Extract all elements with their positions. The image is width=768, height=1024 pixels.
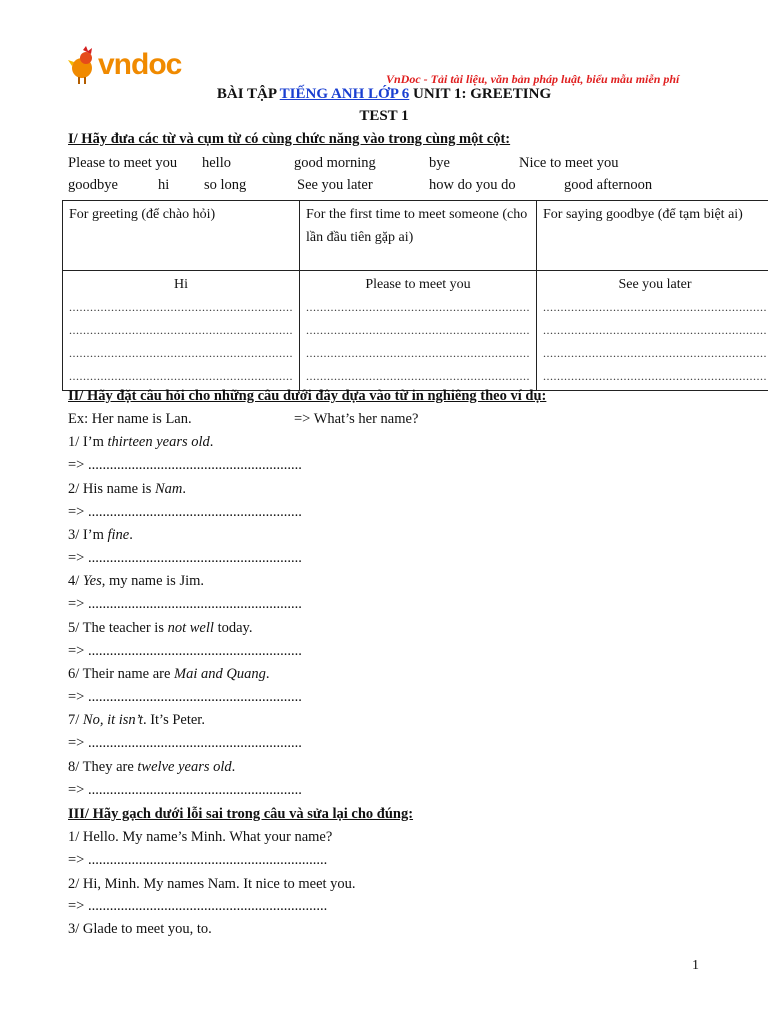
question-item: 5/ The teacher is not well today. (68, 620, 253, 636)
answer-line[interactable]: => ........................................................... (68, 550, 302, 566)
word-item: Please to meet you (68, 155, 178, 171)
word-item: See you later (297, 177, 373, 193)
blank-line[interactable]: ................................................................ (306, 323, 530, 337)
answer-line[interactable]: => .................................................................. (68, 898, 328, 914)
word-item: goodbye (68, 177, 118, 193)
answer-line[interactable]: => ........................................................... (68, 504, 302, 520)
error-sentence: 2/ Hi, Minh. My names Nam. It nice to meet you. (68, 876, 356, 892)
blank-line[interactable]: ................................................................ (306, 300, 530, 314)
question-item: 2/ His name is Nam. (68, 481, 187, 497)
blank-line[interactable]: ................................................................ (543, 323, 767, 337)
table-header-cell: For the first time to meet someone (cho lần đầu tiên gặp ai) (300, 201, 537, 271)
question-item: 8/ They are twelve years old. (68, 759, 236, 775)
title-suffix: UNIT 1: GREETING (409, 86, 552, 102)
classification-table (62, 200, 768, 391)
word-item: hi (158, 177, 170, 193)
title-link[interactable]: TIẾNG ANH LỚP 6 (279, 86, 410, 102)
question-item: 4/ Yes, my name is Jim. (68, 573, 205, 589)
blank-line[interactable]: ................................................................ (543, 346, 767, 360)
answer-line[interactable]: => ........................................................... (68, 782, 302, 798)
word-item: hello (202, 155, 231, 171)
answer-line[interactable]: => ........................................................... (68, 735, 302, 751)
vndoc-logo (68, 46, 208, 88)
question-item: 3/ I’m fine. (68, 527, 133, 543)
blank-line[interactable]: ................................................................ (69, 369, 293, 383)
question-item: 1/ I’m thirteen years old. (68, 434, 214, 450)
blank-line[interactable]: ................................................................ (69, 300, 293, 314)
blank-line[interactable]: ................................................................ (306, 369, 530, 383)
example-cell: Please to meet you (365, 277, 471, 292)
error-sentence: 1/ Hello. My name’s Minh. What your name? (68, 829, 333, 845)
blank-line[interactable]: ................................................................ (543, 300, 767, 314)
section-2-heading: II/ Hãy đặt câu hỏi cho những câu dưới đây dựa vào từ in nghiêng theo ví dụ: (68, 388, 547, 404)
example-cell: Hi (174, 277, 188, 292)
blank-line[interactable]: ................................................................ (69, 346, 293, 360)
site-tagline: VnDoc - Tải tài liệu, văn bản pháp luật, biểu mẫu miễn phí (386, 72, 680, 86)
document-subtitle: TEST 1 (359, 108, 409, 124)
table-answer-row (63, 271, 768, 391)
answer-line[interactable]: => ........................................................... (68, 643, 302, 659)
logo-text: vndoc (98, 48, 182, 81)
question-item: 7/ No, it isn’t. It’s Peter. (68, 712, 205, 728)
answer-line[interactable]: => ........................................................... (68, 596, 302, 612)
word-item: good morning (294, 155, 376, 171)
example-answer: => What’s her name? (294, 411, 419, 427)
example-question: Ex: Her name is Lan. (68, 411, 192, 427)
answer-line[interactable]: => ........................................................... (68, 689, 302, 705)
table-header-row (63, 201, 768, 271)
page-number: 1 (692, 958, 699, 973)
word-item: so long (204, 177, 247, 193)
blank-line[interactable]: ................................................................ (543, 369, 767, 383)
word-item: bye (429, 155, 450, 171)
table-header-cell: For greeting (để chào hỏi) (63, 201, 300, 271)
title-prefix: BÀI TẬP (216, 86, 280, 102)
error-sentence: 3/ Glade to meet you, to. (68, 921, 212, 937)
answer-line[interactable]: => ........................................................... (68, 457, 302, 473)
document-title (0, 86, 768, 103)
word-item: good afternoon (564, 177, 653, 193)
section-1-heading: I/ Hãy đưa các từ và cụm từ có cùng chức năng vào trong cùng một cột: (68, 131, 511, 147)
question-item: 6/ Their name are Mai and Quang. (68, 666, 270, 682)
word-item: how do you do (429, 177, 516, 193)
blank-line[interactable]: ................................................................ (69, 323, 293, 337)
example-cell: See you later (618, 277, 692, 292)
blank-line[interactable]: ................................................................ (306, 346, 530, 360)
rooster-icon (68, 46, 98, 86)
table-header-cell: For saying goodbye (để tạm biệt ai) (537, 201, 768, 271)
section-3-heading: III/ Hãy gạch dưới lỗi sai trong câu và sửa lại cho đúng: (68, 806, 414, 822)
answer-line[interactable]: => .................................................................. (68, 852, 328, 868)
word-item: Nice to meet you (519, 155, 619, 171)
